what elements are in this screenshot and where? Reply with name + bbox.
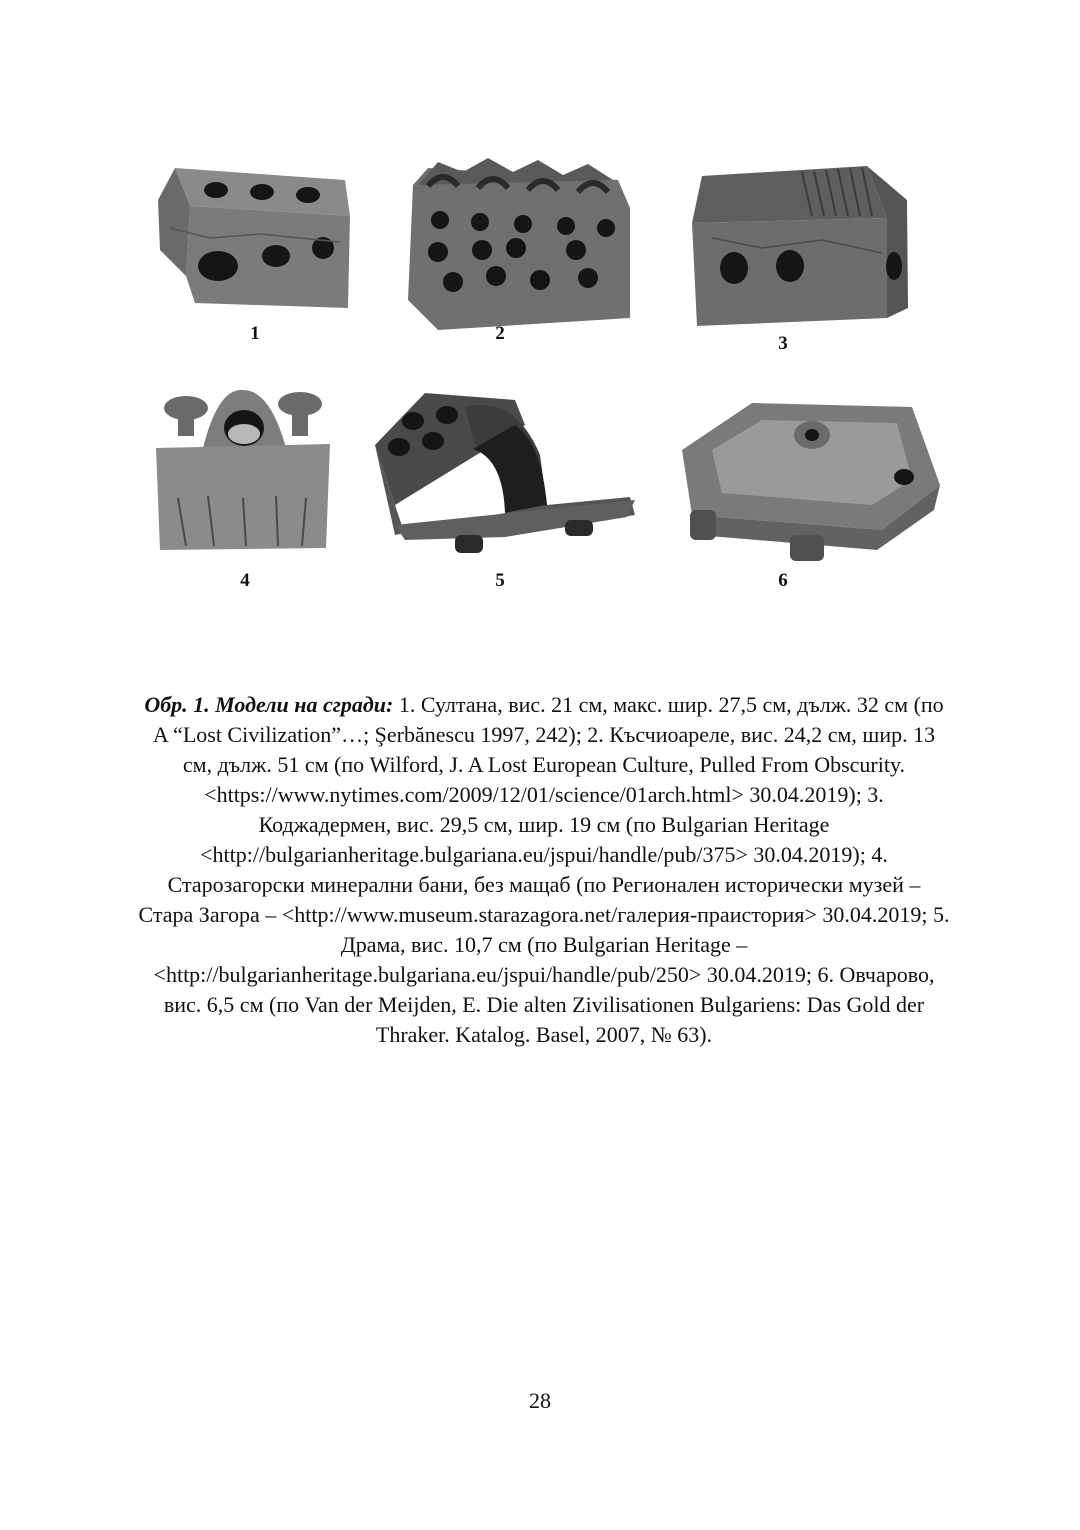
figure-4-number: 4 bbox=[240, 570, 250, 591]
figure-6-number: 6 bbox=[778, 570, 788, 591]
figure-1-image bbox=[150, 158, 360, 318]
figure-2-number: 2 bbox=[495, 323, 505, 344]
figure-4-image bbox=[148, 378, 338, 558]
page-number: 28 bbox=[529, 1388, 551, 1413]
figure-3-image bbox=[682, 158, 912, 333]
caption-lead: Обр. 1. Модели на сгради: bbox=[144, 692, 394, 717]
figure-3-number: 3 bbox=[778, 333, 788, 354]
figure-caption bbox=[138, 690, 950, 1050]
figure-6-image bbox=[672, 395, 942, 565]
figure-5-number: 5 bbox=[495, 570, 505, 591]
figure-5-image bbox=[365, 385, 645, 560]
caption-text: 1. Султана, вис. 21 см, макс. шир. 27,5 см, дълж. 32 см (по A “Lost Civilization”…; Şerbănescu 1997, 242); 2. Късчиоареле, вис. 24,2 см, шир. 13 см, дълж. 51 см (по Wilford, J. A Lost European Culture, Pulled From Obscurity. <https://www.nytimes.com/2009/12/01/science/01arch.html> 30.04.2019); 3. Коджадермен, вис. 29,5 см, шир. 19 см (по Bulgarian Heritage <http://bulgarianheritage.bulgariana.eu/jspui/handle/pub/375> 30.04.2019); 4. Старозагорски минерални бани, без мащаб (по Регионален исторически музей – Стара Загора – <http://www.museum.starazagora.net/галерия-праистория> 30.04.2019; 5. Драма, вис. 10,7 см (по Bulgarian Heritage – <http://bulgarianheritage.bulgariana.eu/jspui/handle/pub/250> 30.04.2019; 6. Овчарово, вис. 6,5 см (по Van der Meijden, E. Die alten Zivilisationen Bulgariens: Das Gold der Thraker. Katalog. Basel, 2007, № 63). bbox=[138, 692, 950, 1047]
figure-1-number: 1 bbox=[250, 323, 260, 344]
figure-2-image bbox=[398, 150, 638, 335]
